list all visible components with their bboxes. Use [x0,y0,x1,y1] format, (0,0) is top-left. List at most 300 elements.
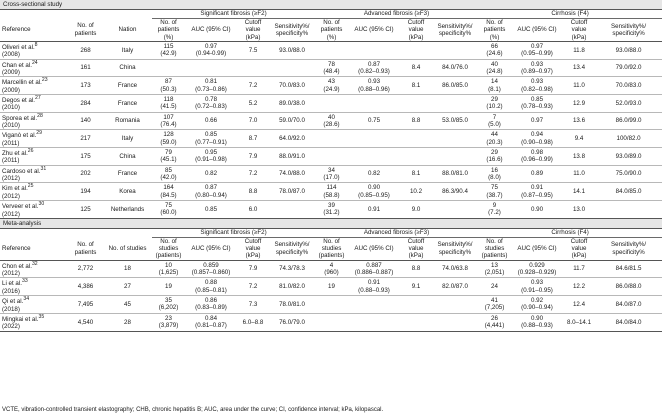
f2-auc: 0.78 [204,96,218,104]
f2-cutoff: 8.8 [248,188,258,196]
f3-ci: (0.82–0.93) [358,67,390,75]
f2-count-cell [152,77,185,95]
f4-sens-spec-cell [595,112,662,130]
table-row [0,313,662,331]
f4-count: 44 [491,131,498,139]
patients-value: 7,495 [77,300,94,308]
table-row [0,183,662,201]
f4-percent: (8.1) [488,85,501,93]
f4-percent: (5.0) [488,121,501,129]
reference-name: Mingkai et al. [2,315,39,323]
f4-percent: (7.2) [488,209,501,217]
reference-year: (2012) [2,270,20,278]
patients-cell [68,201,103,219]
reference-name: Degos et al. [2,97,36,105]
f4-count: 13 [491,261,498,269]
f3-sens-spec: 53.0/85.0 [442,117,468,125]
meta-analysis-rows [0,260,662,331]
f2-auc: 0.81 [204,78,218,86]
f3-cutoff-cell [400,130,432,148]
f4-sens-spec: 70.0/83.0 [615,82,642,89]
f4-ci: (0.95–0.99) [521,50,553,58]
f4-sens-spec: 100/82.0 [616,135,641,143]
f3-cutoff-cell [400,112,432,130]
f4-ci: (0.90–0.98) [521,138,553,146]
f4-ci: (0.89–0.97) [521,67,553,75]
f3-sens-spec-cell [432,260,478,278]
f4-count: 66 [491,42,498,50]
cross-sectional-rows [0,41,662,218]
f2-cutoff-cell [237,77,269,95]
f4-sens-spec-cell [595,41,662,59]
col-header-f2-auc: AUC (95% CI) [191,245,231,253]
reference-cell [0,95,68,113]
table-row [0,95,662,113]
f4-auc-cell [511,183,563,201]
f4-cutoff: 11.7 [573,265,585,273]
reference-year: (2012) [2,210,20,218]
cross-sectional-header [0,0,662,41]
f2-cutoff-cell [237,130,269,148]
column-header-row [0,19,662,42]
f3-auc: 0.87 [367,60,381,68]
f4-auc: 0.93 [530,279,544,287]
table-row [0,148,662,166]
f2-sens-spec: 88.0/91.0 [279,152,305,160]
f2-sens-spec: 76.0/79.0 [279,318,305,326]
f4-percent: (10.2) [486,103,503,111]
f4-count-cell [478,296,511,314]
f4-sens-spec: 75.0/90.0 [615,170,642,178]
group-header-row [0,228,662,237]
f3-cutoff-cell [400,201,432,219]
f3-cutoff: 8.4 [411,64,421,72]
table-row [0,278,662,296]
f4-cutoff: 13.6 [572,117,586,125]
f3-auc: 0.90 [367,184,381,192]
f4-sens-spec-cell [595,183,662,201]
f2-ci: (0.72–0.83) [195,103,227,111]
f3-count-cell [315,148,348,166]
reference-citation: 33 [21,278,28,285]
f3-auc-cell [348,77,400,95]
reference-name: Qi et al. [2,298,24,306]
f3-sens-spec: 74.0/63.8 [442,265,468,273]
nation-cell [103,148,152,166]
f2-auc-cell [185,183,237,201]
f4-auc-cell [511,260,563,278]
f2-ci: (0.77–0.91) [195,138,227,146]
reference-cell [0,77,68,95]
f2-auc-cell [185,112,237,130]
f4-sens-spec: 84.0/84.0 [615,318,642,326]
f3-cutoff: 9.1 [411,283,421,291]
f4-count: 75 [491,184,498,192]
col-header-f3-n: No. of patients (%) [320,19,343,41]
f2-auc-cell [185,130,237,148]
f3-sens-spec-cell [432,313,478,331]
col-header-f4-ss: Sensitivity%/ specificity% [611,241,647,256]
f4-percent: (24.6) [486,50,503,58]
f4-count-cell [478,59,511,77]
group-f3-header: Advanced fibrosis (≥F3) [315,10,478,19]
f4-auc-cell [511,130,563,148]
f2-percent: (50.3) [160,85,177,93]
f4-count: 29 [491,96,498,104]
f2-sens-spec-cell [269,77,315,95]
col-header-f3-cut: Cutoff value (kPa) [407,19,425,41]
f3-sens-spec-cell [432,130,478,148]
f2-ci: (0.81–0.87) [195,322,227,330]
f3-count-cell [315,112,348,130]
f3-percent: (58.8) [323,191,340,199]
f4-cutoff-cell [563,112,595,130]
f4-count: 14 [491,78,498,86]
f4-cutoff: 11.0 [573,170,585,178]
f4-sens-spec-cell [595,313,662,331]
col-header-reference: Reference [2,244,31,252]
reference-cell [0,59,68,77]
f2-count: 85 [165,166,172,174]
section-title-row [0,0,662,10]
studies-value: 28 [124,318,131,326]
f3-count-cell [315,278,348,296]
nation-value: Romania [115,117,140,125]
reference-year: (2012) [2,192,20,200]
col-header-f4-ss: Sensitivity%/ specificity% [611,22,647,37]
f4-count: 26 [491,314,498,322]
patients-cell [68,260,103,278]
f2-ci: (0.94-0.99) [195,50,227,58]
table-row [0,112,662,130]
f4-sens-spec-cell [595,278,662,296]
patients-cell [68,148,103,166]
reference-name: Kim et al. [2,185,28,193]
f4-sens-spec-cell [595,260,662,278]
f4-auc: 0.94 [530,131,544,139]
f4-auc: 0.92 [530,297,544,305]
f4-sens-spec-cell [595,148,662,166]
f4-percent: (4,441) [484,322,505,330]
reference-year: (2011) [2,139,20,147]
f2-sens-spec: 89.0/38.0 [279,99,305,107]
f3-sens-spec-cell [432,165,478,183]
patients-value: 4,540 [77,318,94,326]
f2-auc-cell [185,165,237,183]
f2-percent: (45.1) [160,156,177,164]
f4-count-cell [478,148,511,166]
f2-sens-spec: 64.0/92.0 [279,135,305,143]
f2-auc-cell [185,148,237,166]
reference-cell [0,165,68,183]
f3-count: 40 [328,113,335,121]
f2-ci: (0.83–0.89) [195,304,227,312]
f4-count-cell [478,201,511,219]
f2-sens-spec: 81.0/82.0 [279,283,305,291]
reference-year: (2010) [2,122,20,130]
reference-citation: 25 [27,183,34,190]
col-header-f4-cut: Cutoff value (kPa) [570,19,588,41]
nation-value: France [117,170,138,178]
f4-auc: 0.85 [530,96,544,104]
table-row [0,59,662,77]
patients-value: 2,772 [77,265,94,273]
f3-cutoff: 8.8 [411,117,421,125]
f2-count-cell [152,201,185,219]
f2-cutoff-cell [237,165,269,183]
reference-cell [0,201,68,219]
f4-auc-cell [511,59,563,77]
f3-cutoff-cell [400,183,432,201]
reference-citation: 28 [37,112,43,119]
f4-count-cell [478,278,511,296]
f4-percent: (7,205) [484,304,505,312]
col-header-f3-ss: Sensitivity%/ specificity% [437,241,473,256]
f2-percent: (42.9) [160,50,177,58]
f2-count-cell [152,278,185,296]
f2-percent: (41.5) [160,103,177,111]
f3-count: 43 [328,78,335,86]
f2-sens-spec: 78.0/87.0 [279,188,305,196]
f2-cutoff-cell [237,95,269,113]
f2-cutoff-cell [237,296,269,314]
f2-cutoff-cell [237,41,269,59]
nation-value: Netherlands [110,205,145,213]
reference-citation: 30 [38,201,45,208]
f4-auc: 0.93 [530,78,544,86]
f2-cutoff-cell [237,183,269,201]
f2-auc-cell [185,59,237,77]
patients-cell [68,130,103,148]
nation-cell [103,130,152,148]
f3-auc-cell [348,165,400,183]
f2-cutoff-cell [237,112,269,130]
col-header-f3-cut: Cutoff value (kPa) [407,237,425,260]
f2-cutoff-cell [237,313,269,331]
f4-sens-spec: 93.0/88.0 [615,46,642,54]
col-header-f3-ss: Sensitivity%/ specificity% [437,22,473,37]
nation-value: China [119,64,136,72]
f2-cutoff: 8.7 [248,135,258,143]
f4-auc: 0.929 [529,261,545,269]
group-f2-header: Significant fibrosis (≥F2) [152,228,315,237]
f2-auc: 0.85 [204,205,218,213]
f4-cutoff-cell [563,165,595,183]
f3-auc-cell [348,313,400,331]
table-row [0,77,662,95]
f3-ci: (0.85–0.95) [358,191,390,199]
f4-cutoff: 12.9 [572,99,586,107]
f4-ci: (0.91–0.95) [521,286,553,294]
f3-ci: (0.88–0.96) [358,85,390,93]
studies-cell [103,296,152,314]
f3-count-cell [315,95,348,113]
nation-value: France [117,82,138,89]
col-header-reference: Reference [2,26,31,34]
f3-auc: 0.887 [366,261,382,269]
f4-count: 16 [491,166,498,174]
f2-count: 79 [165,149,172,157]
reference-name: Verveer et al. [2,203,39,211]
f2-cutoff: 7.2 [248,170,258,178]
f4-percent: (16.6) [486,156,503,164]
f3-cutoff: 9.0 [411,205,421,213]
f3-sens-spec-cell [432,112,478,130]
f2-count: 10 [165,261,172,269]
reference-year: (2012) [2,175,20,183]
reference-citation: 35 [38,313,45,320]
reference-cell [0,260,68,278]
col-header-f4-auc: AUC (95% CI) [517,26,557,34]
f4-sens-spec-cell [595,95,662,113]
f4-cutoff: 8.0–14.1 [566,318,592,326]
f4-cutoff: 12.2 [572,283,586,291]
f4-cutoff: 13.8 [572,152,586,160]
col-header-f4-auc: AUC (95% CI) [517,245,557,253]
f3-count: 4 [329,261,334,269]
col-header-f3-n: No. of studies (patients) [318,237,345,260]
reference-name: Zhu et al. [2,150,28,158]
reference-name: Chan et al. [2,61,32,69]
f2-auc: 0.86 [204,297,218,305]
f4-auc-cell [511,165,563,183]
f2-ci: (0.73–0.86) [195,85,227,93]
f4-ci: (0.90–0.94) [521,304,553,312]
reference-citation: 23 [41,77,48,84]
meta-analysis-header [0,218,662,260]
f3-sens-spec: 88.0/81.0 [442,170,468,178]
f4-sens-spec: 52.0/93.0 [615,99,642,107]
f4-sens-spec-cell [595,165,662,183]
reference-name: Viganò et al. [2,132,37,140]
patients-value: 173 [80,82,91,89]
f4-cutoff-cell [563,77,595,95]
f3-auc-cell [348,112,400,130]
f4-cutoff: 14.1 [572,188,586,196]
reference-cell [0,130,68,148]
f2-auc: 0.859 [203,261,219,269]
f4-auc-cell [511,296,563,314]
reference-citation: 34 [23,296,30,303]
table-row [0,296,662,314]
f3-auc: 0.82 [367,170,381,178]
studies-cell [103,278,152,296]
f3-auc: 0.75 [367,117,381,125]
reference-cell [0,278,68,296]
f3-auc-cell [348,183,400,201]
f4-sens-spec: 84.0/85.0 [615,188,642,196]
f2-sens-spec-cell [269,296,315,314]
f2-sens-spec-cell [269,148,315,166]
f3-cutoff: 8.1 [411,82,421,89]
table-row [0,201,662,219]
f4-count-cell [478,183,511,201]
patients-cell [68,59,103,77]
f3-auc: 0.91 [367,205,381,213]
f3-auc-cell [348,148,400,166]
patients-value: 125 [80,205,91,213]
f3-count: 34 [328,166,335,174]
f4-cutoff-cell [563,183,595,201]
studies-value: 18 [124,265,131,273]
f4-cutoff-cell [563,278,595,296]
f4-auc: 0.97 [530,42,544,50]
f4-auc: 0.93 [530,60,544,68]
f3-sens-spec: 86.3/90.4 [442,188,468,196]
reference-citation: 8 [34,41,38,48]
col-header-f4-cut: Cutoff value (kPa) [570,237,588,260]
f2-count: 115 [163,42,174,50]
reference-name: Marcellin et al. [2,79,42,87]
f3-count: 19 [328,283,335,291]
f3-count-cell [315,41,348,59]
reference-citation: 27 [35,95,41,101]
f2-count: 19 [165,283,172,291]
f2-cutoff-cell [237,278,269,296]
f4-cutoff: 13.4 [572,64,586,72]
f2-count-cell [152,148,185,166]
f3-cutoff-cell [400,278,432,296]
f3-percent: (31.2) [323,209,340,217]
patients-cell [68,313,103,331]
f4-auc: 0.98 [530,149,544,157]
f3-count-cell [315,260,348,278]
f3-cutoff: 8.1 [411,170,421,178]
f2-count-cell [152,165,185,183]
f3-auc-cell [348,296,400,314]
f2-count: 164 [163,184,174,192]
f4-cutoff: 13.0 [572,205,586,213]
group-f2-header: Significant fibrosis (≥F2) [152,10,315,19]
f2-percent: (42.0) [160,174,177,182]
patients-value: 194 [80,188,91,196]
f2-count-cell [152,260,185,278]
f2-cutoff: 5.2 [248,99,258,107]
f2-percent: (76.4) [160,121,177,129]
f2-count-cell [152,296,185,314]
f2-sens-spec-cell [269,41,315,59]
f2-auc: 0.84 [204,314,218,322]
col-header-f3-auc: AUC (95% CI) [354,245,394,253]
group-f4-header: Cirrhosis (F4) [478,10,662,19]
patients-cell [68,95,103,113]
table-row [0,260,662,278]
reference-year: (2010) [2,104,20,112]
reference-year: (2011) [2,157,20,165]
f2-percent: (3,879) [158,322,179,330]
f2-percent: (59.0) [160,138,177,146]
f3-sens-spec-cell [432,296,478,314]
f4-ci: (0.82–0.98) [521,85,553,93]
col-header-f2-auc: AUC (95% CI) [191,26,231,34]
f4-percent: (20.3) [486,138,503,146]
f2-count-cell [152,112,185,130]
nation-cell [103,95,152,113]
table-row [0,41,662,59]
nation-cell [103,112,152,130]
f3-percent: (48.4) [323,67,340,75]
f2-count: 107 [163,113,174,121]
f4-sens-spec: 86.0/99.0 [615,117,642,125]
f3-cutoff-cell [400,260,432,278]
f3-cutoff-cell [400,313,432,331]
f3-cutoff-cell [400,148,432,166]
f2-count: 87 [165,78,172,86]
f2-sens-spec-cell [269,260,315,278]
patients-value: 140 [80,117,91,125]
f2-sens-spec: 74.0/88.0 [279,170,305,178]
f2-cutoff-cell [237,148,269,166]
